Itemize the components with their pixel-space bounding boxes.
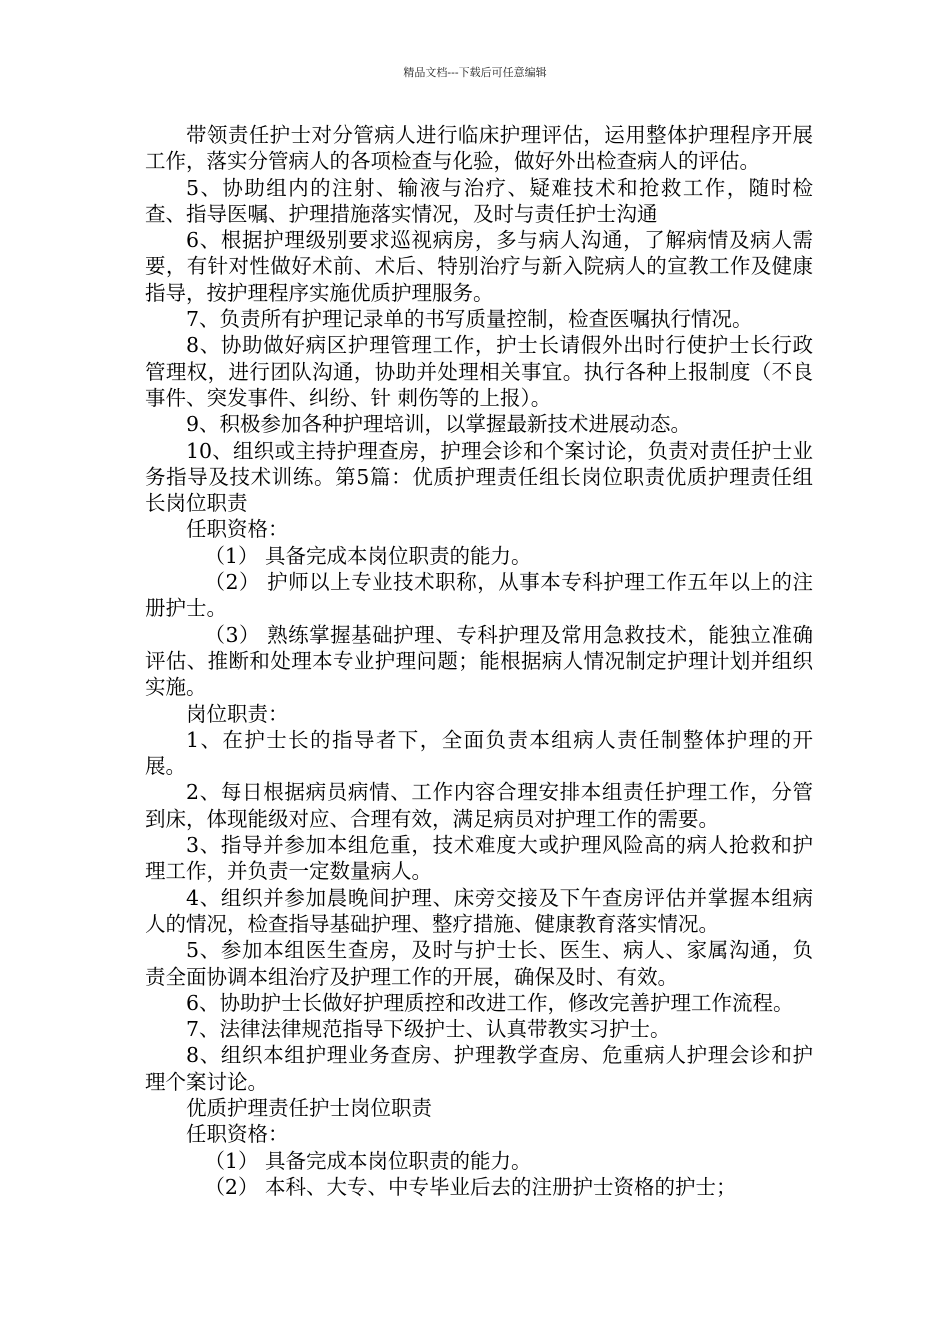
paragraph: 5、参加本组医生查房，及时与护士长、医生、病人、家属沟通，负责全面协调本组治疗及护理工作的开展，确保及时、有效。 bbox=[145, 938, 813, 989]
paragraph: 8、协助做好病区护理管理工作，护士长请假外出时行使护士长行政管理权，进行团队沟通，协助并处理相关事宜。执行各种上报制度（不良事件、突发事件、纠纷、针 刺伤等的上报）。 bbox=[145, 333, 813, 410]
paragraph: 任职资格： bbox=[186, 517, 289, 542]
paragraph: 7、法律法律规范指导下级护士、认真带教实习护士。 bbox=[186, 1017, 671, 1042]
paragraph: 10、组织或主持护理查房，护理会诊和个案讨论，负责对责任护士业务指导及技术训练。第5篇：优质护理责任组长岗位职责优质护理责任组长岗位职责 bbox=[145, 438, 813, 516]
numbered-sub-item: （1） 具备完成本岗位职责的能力。 bbox=[204, 1148, 532, 1173]
document-body bbox=[145, 122, 813, 1200]
paragraph: 4、组织并参加晨晚间护理、床旁交接及下午查房评估并掌握本组病人的情况，检查指导基础护理、整疗措施、健康教育落实情况。 bbox=[145, 885, 813, 936]
page-header: 精品文档---下载后可任意编辑 bbox=[403, 66, 547, 79]
paragraph: 8、组织本组护理业务查房、护理教学查房、危重病人护理会诊和护理个案讨论。 bbox=[145, 1043, 813, 1094]
paragraph: 岗位职责： bbox=[186, 701, 289, 726]
numbered-sub-item: （2） 本科、大专、中专毕业后去的注册护士资格的护士； bbox=[204, 1174, 737, 1199]
paragraph: 优质护理责任护士岗位职责 bbox=[186, 1095, 432, 1120]
paragraph: 7、负责所有护理记录单的书写质量控制，检查医嘱执行情况。 bbox=[186, 307, 753, 332]
paragraph: 任职资格： bbox=[186, 1122, 289, 1147]
paragraph: 带领责任护士对分管病人进行临床护理评估，运用整体护理程序开展工作，落实分管病人的各项检查与化验，做好外出检查病人的评估。 bbox=[145, 123, 813, 174]
paragraph: 9、积极参加各种护理培训，以掌握最新技术进展动态。 bbox=[186, 412, 692, 437]
numbered-sub-item: （1） 具备完成本岗位职责的能力。 bbox=[204, 543, 532, 568]
paragraph: 5、协助组内的注射、输液与治疗、疑难技术和抢救工作，随时检查、指导医嘱、护理措施落实情况，及时与责任护士沟通 bbox=[145, 175, 813, 226]
numbered-sub-item: （3） 熟练掌握基础护理、专科护理及常用急救技术，能独立准确评估、推断和处理本专业护理问题；能根据病人情况制定护理计划并组织实施。 bbox=[145, 622, 813, 700]
paragraph: 6、根据护理级别要求巡视病房，多与病人沟通，了解病情及病人需要，有针对性做好术前、术后、特别治疗与新入院病人的宣教工作及健康指导，按护理程序实施优质护理服务。 bbox=[145, 228, 813, 305]
paragraph: 2、每日根据病员病情、工作内容合理安排本组责任护理工作，分管到床，体现能级对应、合理有效，满足病员对护理工作的需要。 bbox=[145, 780, 813, 831]
paragraph: 1、在护士长的指导者下，全面负责本组病人责任制整体护理的开展。 bbox=[145, 727, 813, 779]
numbered-sub-item: （2） 护师以上专业技术职称，从事本专科护理工作五年以上的注册护士。 bbox=[145, 570, 813, 621]
paragraph: 6、协助护士长做好护理质控和改进工作，修改完善护理工作流程。 bbox=[186, 990, 794, 1015]
paragraph: 3、指导并参加本组危重，技术难度大或护理风险高的病人抢救和护理工作，并负责一定数量病人。 bbox=[145, 833, 813, 884]
